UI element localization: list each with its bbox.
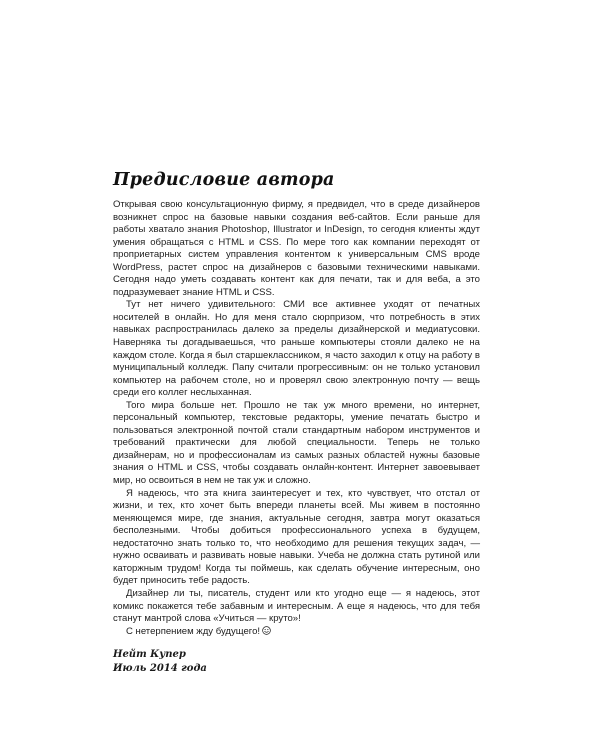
paragraph-1: Открывая свою консультационную фирму, я предвидел, что в среде дизайнеров возникнет спрос на базовые навыки создания веб-сайтов. Если раньше для работы хватало знания Photoshop, Illustrator и InDesign, то сегодня клиенты ждут умения обращаться с HTML и CSS. По мере того как компании переходят от проприетарных систем управления контентом к универсальным CMS вроде WordPress, растет спрос на дизайнеров с базовыми техническими навыками. Сегодня надо уметь создавать контент как для печати, так и для веба, а это подразумевает знание HTML и CSS.: [113, 199, 480, 298]
signature-block: [113, 648, 480, 676]
paragraph-5: Дизайнер ли ты, писатель, студент или кто угодно еще — я надеюсь, этот комикс покажется тебе забавным и интересным. А еще я надеюсь, что для тебя станут мантрой слова «Учиться — круто»!: [113, 587, 480, 625]
paragraph-6: [113, 626, 480, 639]
signature-date: Июль 2014 года: [113, 663, 207, 675]
paragraph-2: Тут нет ничего удивительного: СМИ все активнее уходят от печатных носителей в онлайн. Но для меня стало сюрпризом, что потребность в этих навыках распространилась далеко за пределы дизайнерской и медиатусовки. Наверняка ты догадываешься, что раньше компьютеры стояли далеко не на каждом столе. Когда я был старшеклассником, я часто заходил к отцу на работу в муниципальный колледж. Папу считали прогрессивным: он не только установил компьютер на рабочем столе, но и проверял свою электронную почту — вещь среди его коллег неслыханная.: [113, 299, 480, 399]
author-name: Нейт Купер: [113, 649, 186, 661]
paragraph-6-text: С нетерпением жду будущего!: [126, 625, 261, 637]
preface-section: [113, 170, 480, 676]
paragraph-4: Я надеюсь, что эта книга заинтересует и тех, кто чувствует, что отстал от жизни, и тех, кто хочет быть впереди планеты всей. Мы живем в постоянно меняющемся мире, где знания, актуальные сегодня, завтра могут оказаться бесполезными. Чтобы добиться профессионального успеха в будущем, недостаточно знать только то, что необходимо для решения текущих задач, — нужно осваивать и развивать новые навыки. Учеба не должна стать рутиной или каторжным трудом! Когда ты поймешь, как сделать обучение интересным, оно будет приносить тебе радость.: [113, 487, 480, 587]
smiley-icon: [262, 626, 271, 635]
paragraph-3: Того мира больше нет. Прошло не так уж много времени, но интернет, персональный компьютер, текстовые редакторы, умение печатать быстро и пользоваться электронной почтой стали стандартным набором инструментов и требований практически для любой специальности. Теперь не только дизайнерам, но и профессионалам из самых разных областей нужны базовые знания о HTML и CSS, чтобы создавать онлайн-контент. Интернет завоевывает мир, но освоиться в нем не так уж и сложно.: [113, 399, 480, 487]
preface-title: Предисловие автора: [113, 170, 335, 190]
